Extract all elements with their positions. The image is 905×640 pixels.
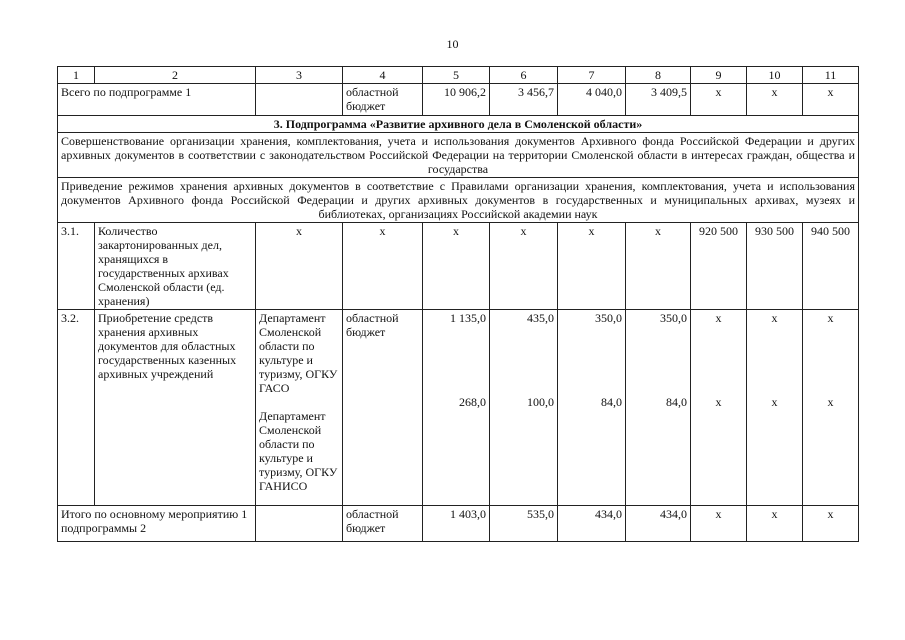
total-subprogram-1-col7: 4 040,0	[558, 84, 626, 116]
row-3-2-col10-b: х	[771, 395, 778, 409]
row-3-2	[58, 310, 859, 506]
total-subprogram-1-col11: х	[803, 84, 859, 116]
program-table	[57, 66, 859, 542]
row-3-2-col9	[691, 310, 747, 506]
row-3-1-col10: 930 500	[747, 223, 803, 310]
total-subprogram-1-row	[58, 84, 859, 116]
col-number-5: 5	[423, 67, 490, 84]
section-3-goal-row	[58, 133, 859, 178]
total-subprogram-1-col9: х	[691, 84, 747, 116]
row-3-1-col7: х	[558, 223, 626, 310]
total-main-activity-executor	[256, 506, 343, 542]
total-main-activity-col6: 535,0	[490, 506, 558, 542]
col-number-11: 11	[803, 67, 859, 84]
total-subprogram-1-label: Всего по подпрограмме 1	[58, 84, 256, 116]
row-3-2-col11-a: х	[827, 311, 834, 325]
row-3-2-col7-b: 84,0	[601, 395, 622, 409]
row-3-2-col10	[747, 310, 803, 506]
row-3-2-col5	[423, 310, 490, 506]
total-subprogram-1-col5: 10 906,2	[423, 84, 490, 116]
total-main-activity-col5: 1 403,0	[423, 506, 490, 542]
column-number-row	[58, 67, 859, 84]
row-3-1-number: 3.1.	[58, 223, 95, 310]
row-3-2-col8-a: 350,0	[660, 311, 687, 325]
row-3-2-col6	[490, 310, 558, 506]
total-main-activity-label: Итого по основному мероприятию 1 подпрограммы 2	[58, 506, 256, 542]
section-3-task-row	[58, 178, 859, 223]
total-main-activity-col10: х	[747, 506, 803, 542]
row-3-1-col6: х	[490, 223, 558, 310]
total-main-activity-col9: х	[691, 506, 747, 542]
row-3-2-col9-b: х	[715, 395, 722, 409]
total-main-activity-col11: х	[803, 506, 859, 542]
row-3-2-executors	[256, 310, 343, 506]
row-3-2-col8	[626, 310, 691, 506]
row-3-2-col9-a: х	[715, 311, 722, 325]
total-main-activity-row	[58, 506, 859, 542]
total-main-activity-source: областной бюджет	[343, 506, 423, 542]
total-subprogram-1-col8: 3 409,5	[626, 84, 691, 116]
total-main-activity-col8: 434,0	[626, 506, 691, 542]
row-3-2-col8-b: 84,0	[666, 395, 687, 409]
row-3-2-executor-2: Департамент Смоленской области по культуре и туризму, ОГКУ ГАНИСО	[259, 409, 338, 493]
row-3-1-name: Количество закартонированных дел, хранящихся в государственных архивах Смоленской области (ед. хранения)	[95, 223, 256, 310]
total-subprogram-1-executor	[256, 84, 343, 116]
row-3-2-number: 3.2.	[58, 310, 95, 506]
total-subprogram-1-col10: х	[747, 84, 803, 116]
row-3-1-col3: х	[256, 223, 343, 310]
row-3-2-col5-a: 1 135,0	[450, 311, 486, 325]
row-3-2-col6-b: 100,0	[527, 395, 554, 409]
col-number-10: 10	[747, 67, 803, 84]
row-3-1-col8: х	[626, 223, 691, 310]
section-3-goal: Совершенствование организации хранения, комплектования, учета и использования документов Архивного фонда Российской Федерации и других архивных документов в соответствии с законодательством Российской Федерации на территории Смоленской области в интересах граждан, общества и государства	[58, 133, 859, 178]
col-number-4: 4	[343, 67, 423, 84]
row-3-1-col9: 920 500	[691, 223, 747, 310]
col-number-8: 8	[626, 67, 691, 84]
section-3-title: 3. Подпрограмма «Развитие архивного дела в Смоленской области»	[58, 116, 859, 133]
row-3-1-col4: х	[343, 223, 423, 310]
row-3-2-col11-b: х	[827, 395, 834, 409]
col-number-1: 1	[58, 67, 95, 84]
row-3-1	[58, 223, 859, 310]
col-number-2: 2	[95, 67, 256, 84]
row-3-1-col11: 940 500	[803, 223, 859, 310]
row-3-2-col6-a: 435,0	[527, 311, 554, 325]
row-3-2-col7-a: 350,0	[595, 311, 622, 325]
total-subprogram-1-col6: 3 456,7	[490, 84, 558, 116]
row-3-2-source: областной бюджет	[343, 310, 423, 506]
section-3-title-row	[58, 116, 859, 133]
section-3-task: Приведение режимов хранения архивных документов в соответствие с Правилами организации хранения, комплектования, учета и использования документов Архивного фонда Российской Федерации и других архивных документов в государственных и муниципальных архивах, музеях и библиотеках, организациях Российской академии наук	[58, 178, 859, 223]
row-3-2-name: Приобретение средств хранения архивных документов для областных государственных казенных архивных учреждений	[95, 310, 256, 506]
total-subprogram-1-source: областной бюджет	[343, 84, 423, 116]
row-3-2-col10-a: х	[771, 311, 778, 325]
row-3-2-col11	[803, 310, 859, 506]
total-main-activity-col7: 434,0	[558, 506, 626, 542]
col-number-3: 3	[256, 67, 343, 84]
row-3-1-col5: х	[423, 223, 490, 310]
col-number-7: 7	[558, 67, 626, 84]
col-number-6: 6	[490, 67, 558, 84]
row-3-2-executor-1: Департамент Смоленской области по культуре и туризму, ОГКУ ГАСО	[259, 311, 338, 395]
row-3-2-col5-b: 268,0	[459, 395, 486, 409]
col-number-9: 9	[691, 67, 747, 84]
row-3-2-col7	[558, 310, 626, 506]
page-number: 10	[446, 37, 459, 51]
